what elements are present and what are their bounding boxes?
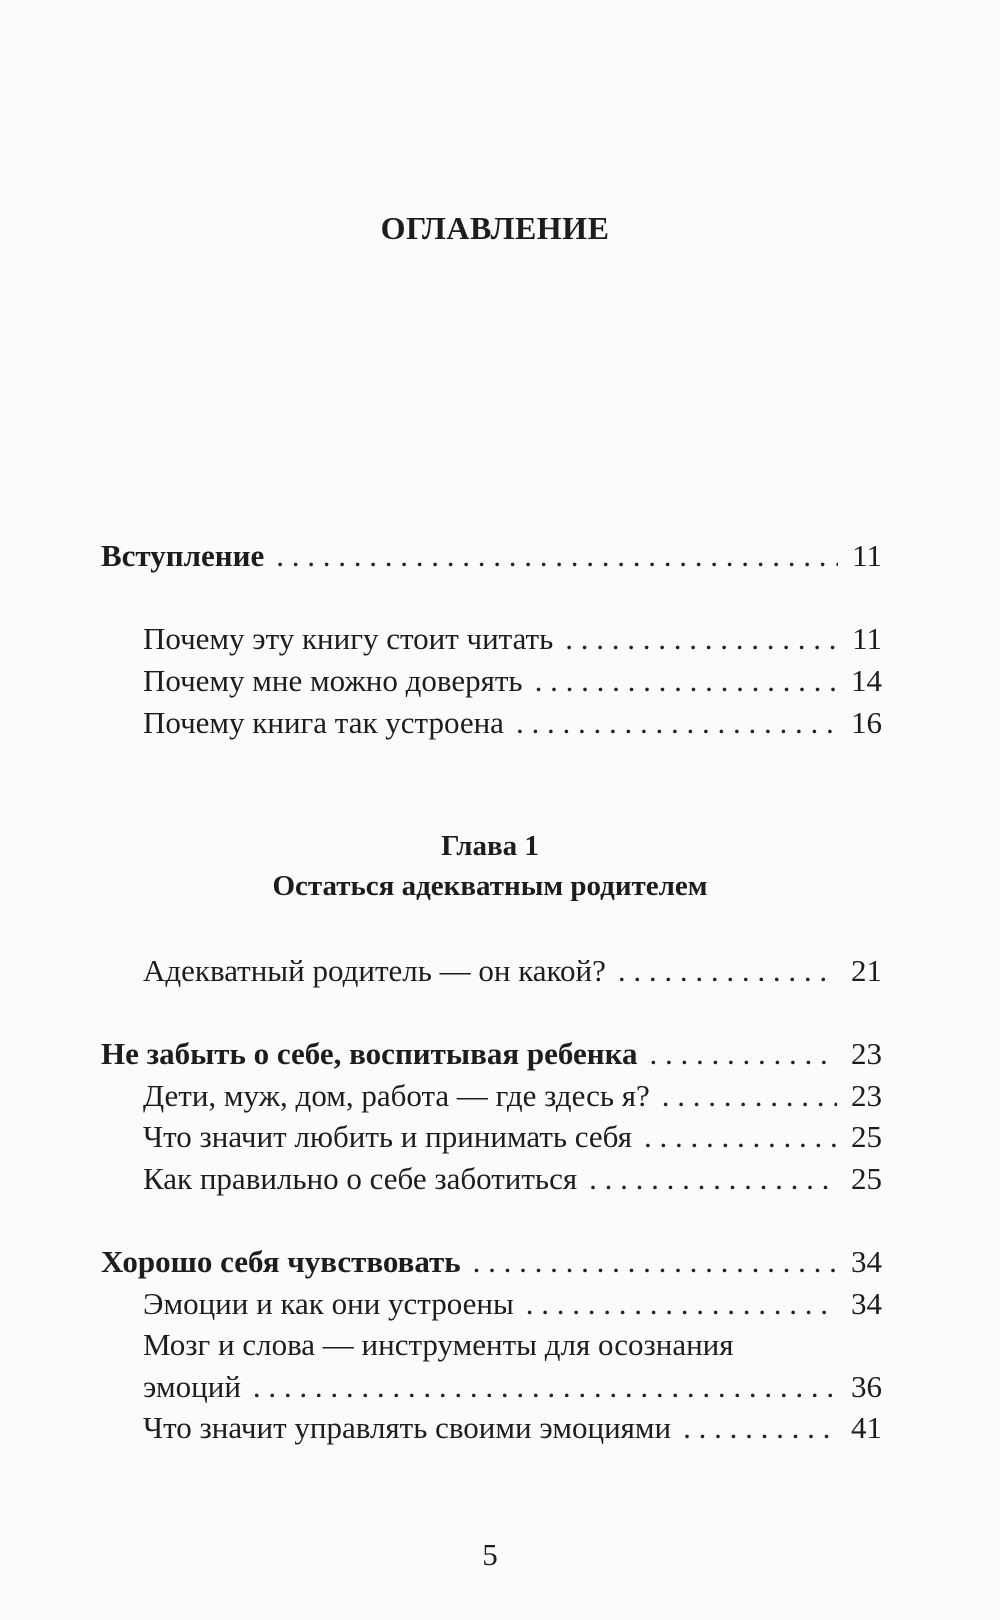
toc-subentry-label: Дети, муж, дом, работа — где здесь я? (143, 1078, 650, 1113)
toc-subentry-label: Почему эту книгу стоит читать (143, 621, 554, 656)
toc-subentry (143, 703, 882, 743)
chapter-title: Остаться адекватным родителем (272, 870, 708, 902)
toc-subentry-label-line1: Мозг и слова — инструменты для осознания (143, 1327, 734, 1362)
toc-entry-intro (101, 536, 882, 576)
dot-leader (649, 1034, 837, 1074)
dot-leader (253, 1367, 837, 1407)
toc-subentry-page: 25 (851, 1119, 882, 1154)
dot-leader (662, 1076, 837, 1116)
toc-entry-page: 11 (852, 538, 882, 573)
page-number: 5 (482, 1537, 498, 1572)
toc-subentry-label: Как правильно о себе заботиться (143, 1161, 578, 1196)
dot-leader (276, 536, 838, 576)
toc-subentry-page: 11 (852, 621, 882, 656)
toc-section (101, 1034, 882, 1074)
toc-section-label: Не забыть о себе, воспитывая ребенка (101, 1036, 638, 1071)
toc-subentry-label: Что значит любить и принимать себя (143, 1119, 632, 1154)
toc-subentry-label: Почему книга так устроена (143, 705, 504, 740)
dot-leader (516, 703, 837, 743)
page-title: ОГЛАВЛЕНИЕ (380, 210, 610, 246)
toc-subentry (143, 1076, 882, 1116)
toc-subentry-label: Адекватный родитель — он какой? (143, 953, 606, 988)
toc-subentry (143, 1159, 882, 1199)
toc-subentry-label-line2: эмоций (143, 1369, 241, 1404)
toc-subentry-label: Почему мне можно доверять (143, 663, 523, 698)
toc-subentry-page: 21 (851, 953, 882, 988)
toc-section-page: 34 (851, 1244, 882, 1279)
toc-entry-label: Вступление (101, 538, 265, 573)
toc-subentry (143, 1367, 882, 1407)
dot-leader (589, 1159, 837, 1199)
dot-leader (683, 1408, 837, 1448)
toc-section (101, 1242, 882, 1282)
toc-section-page: 23 (851, 1036, 882, 1071)
toc-subentry (143, 951, 882, 991)
dot-leader (535, 661, 837, 701)
toc-subentry-label: Эмоции и как они устроены (143, 1286, 514, 1321)
toc-subentry-page: 25 (851, 1161, 882, 1196)
toc-subentry (143, 1284, 882, 1324)
toc-subentry-label: Что значит управлять своими эмоциями (143, 1410, 672, 1445)
dot-leader (526, 1284, 837, 1324)
dot-leader (473, 1242, 837, 1282)
toc-subentry-page: 36 (851, 1369, 882, 1404)
toc-section-label: Хорошо себя чувствовать (101, 1244, 461, 1279)
toc-subentry (143, 619, 882, 659)
chapter-number: Глава 1 (441, 830, 539, 862)
toc-subentry-page: 23 (851, 1078, 882, 1113)
toc-subentry-page: 41 (851, 1410, 882, 1445)
toc-subentry-page: 34 (851, 1286, 882, 1321)
toc-subentry (143, 1408, 882, 1448)
dot-leader (644, 1117, 837, 1157)
toc-subentry (143, 661, 882, 701)
toc-subentry-page: 16 (851, 705, 882, 740)
dot-leader (565, 619, 838, 659)
toc-subentry (143, 1117, 882, 1157)
dot-leader (618, 951, 837, 991)
toc-subentry-page: 14 (851, 663, 882, 698)
